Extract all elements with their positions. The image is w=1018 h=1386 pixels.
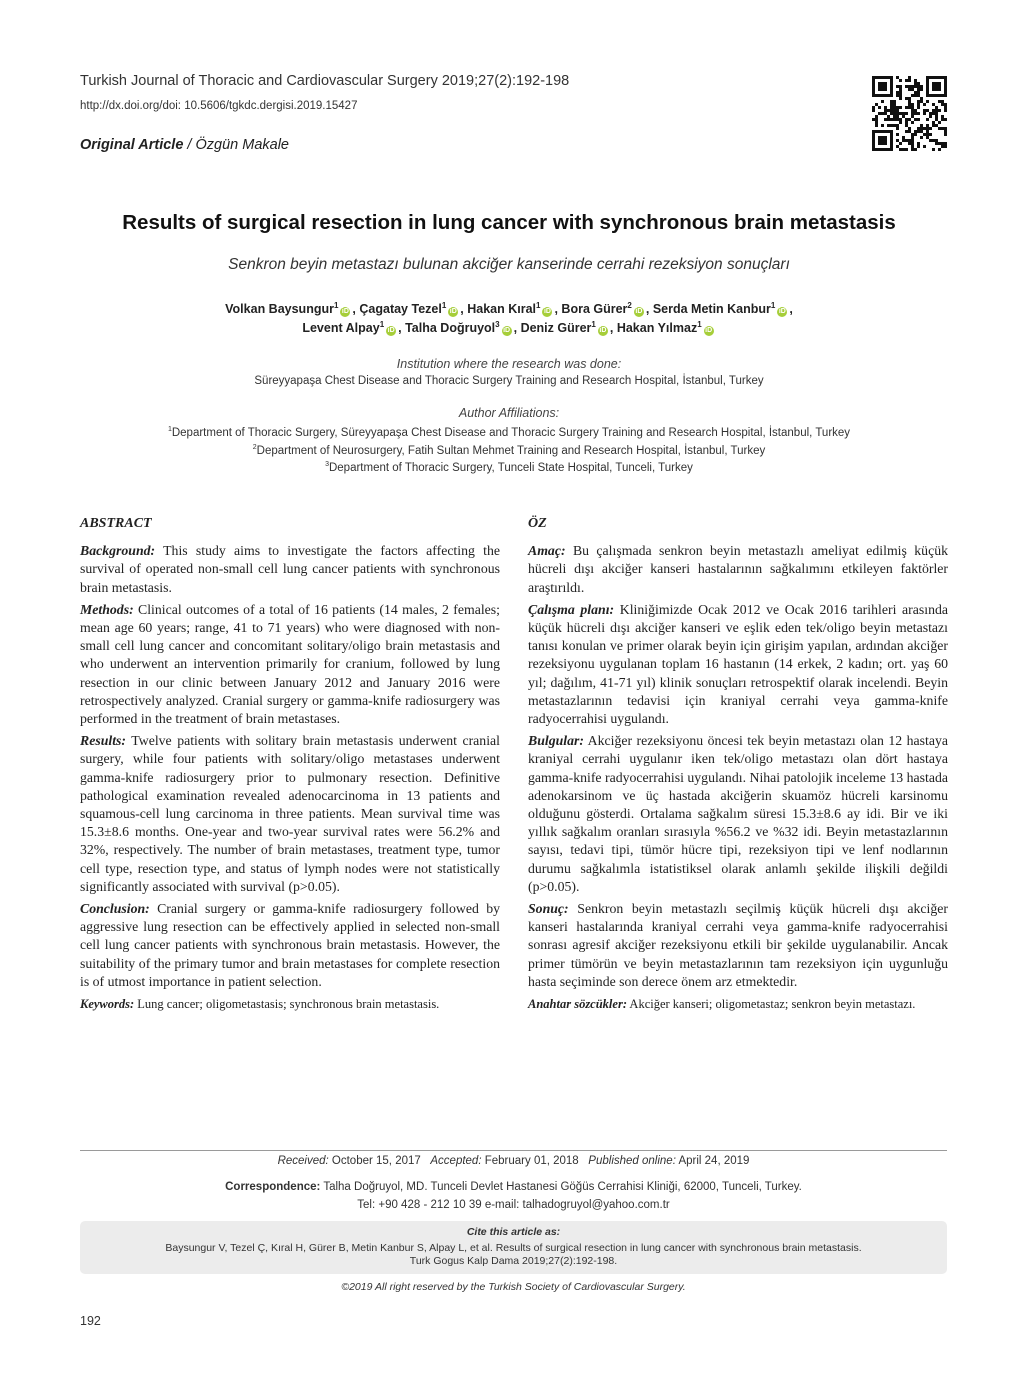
abstract-keywords: Keywords: Lung cancer; oligometastasis; synchronous brain metastasis. — [80, 997, 440, 1012]
correspondence-contact: Tel: +90 428 - 212 10 39 e-mail: talhadogruyol@yahoo.com.tr — [357, 1199, 670, 1211]
abstract-results: Results: Twelve patients with solitary brain metastasis underwent cranial surgery, while four patients with solitary/oligo metastases underwent gamma-knife radiosurgery prior to pulmonary resection. Definitive pathological examination revealed adenocarcinoma in 13 patients and squamous-cell lung carcinoma in three patients. Mean survival time was 15.3±8.6 months. One-year and two-year survival rates were 56.2% and 32%, respectively. The number of brain metastases, treatment type, tumor cell type, resection type, and status of lymph nodes were not statistically significantly associated with survival (p>0.05). — [80, 733, 500, 894]
oz-sonuc: Sonuç: Senkron beyin metastazlı seçilmiş küçük hücreli dışı akciğer kanseri hastalarında kraniyal cerrahi veya gamma-knife radyocerrahisi sonrası agresif akciğer rezeksiyonu etkili bir şekilde uygulanabilir. Ancak primer tümörün ve beyin metastazlarının tam rezeksiyon için uygunluğu hasta seçiminde son derece önem arz etmektedir. — [528, 901, 948, 989]
author: Çagatay Tezel$^1$iD , — [359, 301, 468, 317]
author: Deniz Gürer$^1$iD , — [520, 320, 617, 336]
orcid-icon[interactable]: iD — [503, 327, 511, 335]
divider — [80, 1150, 947, 1151]
oz-amac: Amaç: Bu çalışmada senkron beyin metastazlı ameliyat edilmiş küçük hücreli dışı akciğer kanseri hastalarının sağkalımını etkileyen faktörler araştırıldı. — [528, 543, 948, 595]
article-type-tr: Özgün Makale — [195, 137, 289, 153]
cite-text: Baysungur V, Tezel Ç, Kıral H, Gürer B, Metin Kanbur S, Alpay L, et al. Results of surgical resection in lung cancer with synchronous brain metastasis. Turk Gogus Kalp Dama 2019;27(2):192-198. — [165, 1242, 862, 1267]
orcid-icon[interactable]: iD — [705, 327, 713, 335]
author: Bora Gürer$^2$iD , — [561, 301, 653, 317]
article-subtitle-tr: Senkron beyin metastazı bulunan akciğer kanserinde cerrahi rezeksiyon sonuçları — [228, 256, 790, 273]
institution-text: Süreyyapaşa Chest Disease and Thoracic Surgery Training and Research Hospital, İstanbul, Turkey — [254, 375, 764, 387]
author: Talha Doğruyol$^3$iD , — [405, 320, 521, 336]
orcid-icon[interactable]: iD — [387, 327, 395, 335]
author-list-line-1 — [60, 301, 958, 317]
page-number: 192 — [80, 1314, 101, 1328]
journal-citation-line: Turkish Journal of Thoracic and Cardiovascular Surgery 2019;27(2):192-198 — [80, 73, 570, 89]
article-type-en: Original Article — [80, 137, 184, 153]
article-title: Results of surgical resection in lung cancer with synchronous brain metastasis — [122, 211, 896, 234]
orcid-icon[interactable]: iD — [635, 308, 643, 316]
abstract-section — [80, 515, 500, 1017]
affiliation-item: $^2$Department of Neurosurgery, Fatih Sultan Mehmet Training and Research Hospital, İstanbul, Turkey — [252, 444, 766, 457]
affiliation-item: $^1$Department of Thoracic Surgery, Süreyyapaşa Chest Disease and Thoracic Surgery Training and Research Hospital, İstanbul, Turkey — [167, 426, 851, 439]
cite-label: Cite this article as: — [466, 1226, 561, 1238]
abstract-heading: ABSTRACT — [80, 516, 152, 531]
correspondence: Correspondence: Talha Doğruyol, MD. Tunceli Devlet Hastanesi Göğüs Cerrahisi Kliniği, 62000, Tunceli, Turkey. — [225, 1181, 802, 1193]
orcid-icon[interactable]: iD — [599, 327, 607, 335]
oz-section — [528, 515, 948, 1017]
affiliation-item: $^3$Department of Thoracic Surgery, Tunceli State Hospital, Tunceli, Turkey — [325, 461, 693, 474]
affiliations-heading: Author Affiliations: — [458, 406, 560, 420]
oz-bulgular: Bulgular: Akciğer rezeksiyonu öncesi tek beyin metastazı olan 12 hastaya kraniyal cerrahi uygulanır iken tek/oligo metastazı olan dört hastaya gamma-knife radyocerrahisi uygulandı. Nihai patolojik inceleme 13 hastada adenokarsinom ve üç hastada akciğerin skuamöz hücreli karsinomu olduğunu gösterdi. Ortalama sağkalım süresi 15.3±8.6 ay idi. Bir ve iki yıllık sağkalım oranları sırasıyla %56.2 ve %32 idi. Beyin metastazlarının sayısı, tedavi tipi, tümör hücre tipi, rezeksiyon tipi ve lenf nodlarının durumu sağkalımla istatistiksel olarak anlamlı şekilde ilişkili değildi (p>0.05). — [528, 733, 948, 894]
author: Levent Alpay$^1$iD , — [302, 320, 406, 336]
author: Volkan Baysungur$^1$iD , — [225, 301, 360, 317]
abstract-background: Background: This study aims to investigate the factors affecting the survival of operated non-small cell lung cancer patients with synchronous brain metastasis. — [80, 543, 500, 595]
article-type-separator: / — [183, 137, 196, 153]
orcid-icon[interactable]: iD — [778, 308, 786, 316]
abstract-methods: Methods: Clinical outcomes of a total of 16 patients (14 males, 2 females; mean age 60 years; range, 41 to 71 years) who were diagnosed with non-small cell lung cancer and concomitant solitary/oligo brain metastasis and who underwent an intervention primarily for cranium, followed by lung resection in our clinic between January 2012 and January 2016 were retrospectively analyzed. Cranial surgery or gamma-knife radiosurgery was performed in the treatment of brain metastases. — [80, 601, 500, 727]
doi-link[interactable]: http://dx.doi.org/doi: 10.5606/tgkdc.dergisi.2019.15427 — [80, 100, 358, 112]
oz-keywords: Anahtar sözcükler: Akciğer kanseri; oligometastaz; senkron beyin metastazı. — [528, 997, 916, 1012]
qr-code-icon — [872, 76, 947, 151]
orcid-icon[interactable]: iD — [341, 308, 349, 316]
author: Serda Metin Kanbur$^1$iD , — [652, 301, 793, 317]
abstract-conclusion: Conclusion: Cranial surgery or gamma-knife radiosurgery followed by aggressive lung resection can be effectively applied in selected non-small cell lung cancer patients with synchronous brain metastasis. However, the suitability of the primary tumor and brain metastases for complete resection is of utmost importance in patient selection. — [80, 901, 500, 989]
author-list-line-2 — [60, 320, 958, 336]
orcid-icon[interactable]: iD — [449, 308, 457, 316]
author: Hakan Yılmaz$^1$iD — [616, 320, 713, 336]
institution-heading: Institution where the research was done: — [396, 357, 622, 371]
orcid-icon[interactable]: iD — [543, 308, 551, 316]
copyright: ©2019 All right reserved by the Turkish Society of Cardiovascular Surgery. — [341, 1281, 686, 1293]
article-type — [80, 137, 289, 153]
oz-heading: ÖZ — [528, 516, 547, 531]
oz-calisma-plani: Çalışma planı: Kliniğimizde Ocak 2012 ve Ocak 2016 tarihleri arasında küçük hücreli dışı akciğer kanseri ve eşlik eden tek/oligo beyin metastazı tanısı konulan ve primer olarak beyin için girişim yapılan, ardından akciğer rezeksiyonu uygulanan toplam 16 hastanın (14 erkek, 2 kadın; ort. yaş 60 yıl; dağılım, 41-71 yıl) klinik sonuçları retrospektif olarak incelendi. Beyin metastazlarının tedavisi için kraniyal cerrahi veya gamma-knife radyocerrahisi uygulandı. — [528, 601, 948, 727]
author: Hakan Kıral$^1$iD , — [467, 301, 562, 317]
article-dates: Received: October 15, 2017 Accepted: February 01, 2018 Published online: April 24, 2019 — [277, 1155, 750, 1167]
